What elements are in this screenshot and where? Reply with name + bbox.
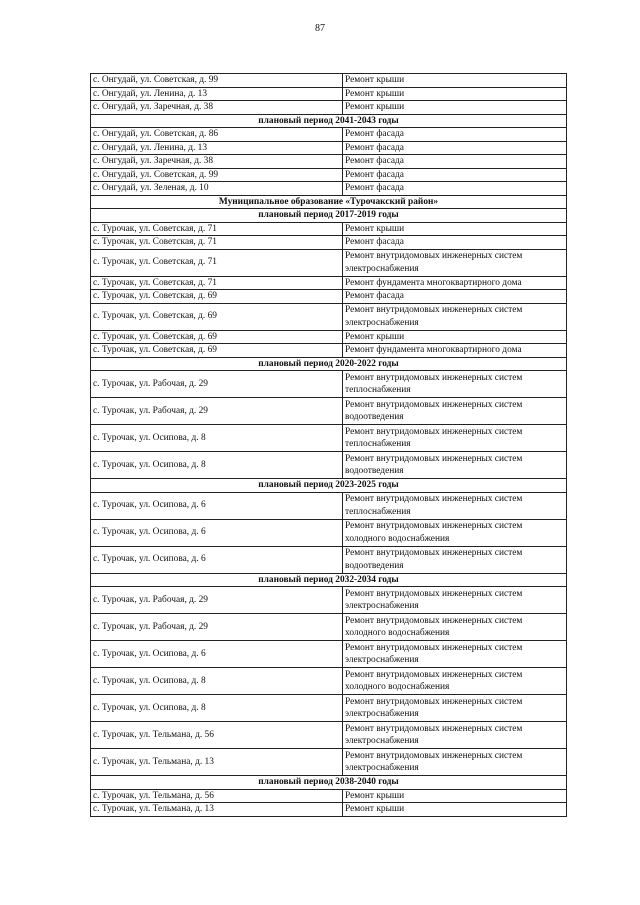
work-type-line: теплоснабжения — [345, 439, 411, 449]
work-type-cell — [343, 452, 567, 479]
work-type-line: электроснабжения — [345, 655, 419, 665]
address-cell: с. Турочак, ул. Советская, д. 69 — [91, 290, 343, 304]
section-heading-row — [91, 195, 567, 209]
work-type-line: электроснабжения — [345, 317, 419, 328]
section-heading: плановый период 2041-2043 годы — [91, 114, 567, 128]
works-table-body — [91, 74, 567, 817]
table-row — [91, 452, 567, 479]
table-row — [91, 155, 567, 169]
address-cell: с. Онгудай, ул. Ленина, д. 13 — [91, 141, 343, 155]
work-type-line: Ремонт внутридомовых инженерных систем — [345, 251, 523, 261]
address-cell: с. Онгудай, ул. Ленина, д. 13 — [91, 87, 343, 101]
work-type-cell: Ремонт фасада — [343, 168, 567, 182]
table-row — [91, 546, 567, 573]
address-cell: с. Турочак, ул. Советская, д. 69 — [91, 303, 343, 330]
work-type-line: водоотведения — [345, 412, 404, 422]
section-heading-row — [91, 114, 567, 128]
work-type-cell — [343, 425, 567, 452]
work-type-cell — [343, 749, 567, 776]
work-type-line: водоотведения — [345, 560, 404, 571]
work-type-cell — [343, 641, 567, 668]
address-cell: с. Турочак, ул. Тельмана, д. 56 — [91, 722, 343, 749]
table-row — [91, 695, 567, 722]
address-cell: с. Турочак, ул. Осипова, д. 8 — [91, 425, 343, 452]
work-type-line: теплоснабжения — [345, 506, 411, 517]
work-type-cell — [343, 492, 567, 519]
work-type-line: Ремонт внутридомовых инженерных систем — [345, 494, 523, 504]
page-number: 87 — [315, 23, 325, 34]
work-type-cell: Ремонт фундамента многоквартирного дома — [343, 276, 567, 290]
works-table — [90, 73, 567, 817]
table-row — [91, 803, 567, 817]
address-cell: с. Турочак, ул. Тельмана, д. 56 — [91, 789, 343, 803]
table-row — [91, 668, 567, 695]
work-type-cell — [343, 668, 567, 695]
work-type-line: водоотведения — [345, 466, 404, 476]
table-row — [91, 276, 567, 290]
address-cell: с. Турочак, ул. Осипова, д. 8 — [91, 695, 343, 722]
address-cell: с. Онгудай, ул. Зеленая, д. 10 — [91, 182, 343, 196]
table-row — [91, 87, 567, 101]
work-type-cell — [343, 587, 567, 614]
work-type-cell — [343, 722, 567, 749]
work-type-line: Ремонт внутридомовых инженерных систем — [345, 615, 523, 626]
table-row — [91, 290, 567, 304]
section-heading: плановый период 2038-2040 годы — [91, 776, 567, 790]
work-type-cell — [343, 695, 567, 722]
work-type-line: электроснабжения — [345, 736, 419, 746]
work-type-cell — [343, 614, 567, 641]
table-row — [91, 182, 567, 196]
section-heading-row — [91, 357, 567, 371]
work-type-line: Ремонт внутридомовых инженерных систем — [345, 669, 523, 680]
work-type-cell — [343, 398, 567, 425]
table-row — [91, 141, 567, 155]
work-type-line: электроснабжения — [345, 709, 419, 719]
work-type-line: холодного водоснабжения — [345, 682, 450, 692]
work-type-cell: Ремонт фасада — [343, 128, 567, 142]
work-type-line: Ремонт внутридомовых инженерных систем — [345, 372, 523, 383]
table-row — [91, 425, 567, 452]
section-heading-row — [91, 479, 567, 493]
work-type-cell: Ремонт фасада — [343, 141, 567, 155]
work-type-cell — [343, 303, 567, 330]
work-type-cell: Ремонт крыши — [343, 330, 567, 344]
work-type-cell — [343, 249, 567, 276]
work-type-cell: Ремонт крыши — [343, 803, 567, 817]
table-row — [91, 614, 567, 641]
section-heading-row — [91, 573, 567, 587]
address-cell: с. Турочак, ул. Тельмана, д. 13 — [91, 749, 343, 776]
table-row — [91, 303, 567, 330]
work-type-line: Ремонт внутридомовых инженерных систем — [345, 642, 523, 653]
work-type-cell: Ремонт фундамента многоквартирного дома — [343, 344, 567, 358]
table-row — [91, 101, 567, 115]
work-type-line: холодного водоснабжения — [345, 533, 450, 544]
address-cell: с. Турочак, ул. Рабочая, д. 29 — [91, 371, 343, 398]
table-row — [91, 330, 567, 344]
work-type-line: Ремонт внутридомовых инженерных систем — [345, 588, 523, 599]
address-cell: с. Турочак, ул. Советская, д. 71 — [91, 276, 343, 290]
work-type-cell: Ремонт крыши — [343, 222, 567, 236]
work-type-cell: Ремонт фасада — [343, 236, 567, 250]
work-type-line: электроснабжения — [345, 263, 419, 274]
section-heading: плановый период 2032-2034 годы — [91, 573, 567, 587]
work-type-line: Ремонт внутридомовых инженерных систем — [345, 399, 523, 410]
table-row — [91, 722, 567, 749]
section-heading-row — [91, 776, 567, 790]
address-cell: с. Турочак, ул. Осипова, д. 8 — [91, 668, 343, 695]
address-cell: с. Турочак, ул. Советская, д. 71 — [91, 222, 343, 236]
table-row — [91, 249, 567, 276]
address-cell: с. Онгудай, ул. Заречная, д. 38 — [91, 101, 343, 115]
address-cell: с. Турочак, ул. Советская, д. 69 — [91, 330, 343, 344]
address-cell: с. Турочак, ул. Осипова, д. 6 — [91, 492, 343, 519]
section-heading: Муниципальное образование «Турочакский район» — [91, 195, 567, 209]
address-cell: с. Турочак, ул. Осипова, д. 6 — [91, 519, 343, 546]
section-heading-row — [91, 209, 567, 223]
work-type-cell: Ремонт крыши — [343, 789, 567, 803]
address-cell: с. Турочак, ул. Советская, д. 71 — [91, 249, 343, 276]
work-type-cell: Ремонт фасада — [343, 155, 567, 169]
work-type-line: Ремонт внутридомовых инженерных систем — [345, 723, 523, 734]
work-type-line: холодного водоснабжения — [345, 628, 450, 638]
work-type-cell: Ремонт крыши — [343, 101, 567, 115]
address-cell: с. Онгудай, ул. Советская, д. 99 — [91, 168, 343, 182]
table-row — [91, 519, 567, 546]
work-type-line: Ремонт внутридомовых инженерных систем — [345, 521, 523, 531]
table-row — [91, 492, 567, 519]
work-type-line: Ремонт внутридомовых инженерных систем — [345, 305, 523, 315]
work-type-line: Ремонт внутридомовых инженерных систем — [345, 750, 523, 761]
address-cell: с. Турочак, ул. Рабочая, д. 29 — [91, 614, 343, 641]
work-type-cell: Ремонт фасада — [343, 290, 567, 304]
address-cell: с. Онгудай, ул. Заречная, д. 38 — [91, 155, 343, 169]
table-row — [91, 344, 567, 358]
work-type-cell: Ремонт крыши — [343, 87, 567, 101]
table-row — [91, 789, 567, 803]
work-type-line: Ремонт внутридомовых инженерных систем — [345, 426, 523, 437]
work-type-cell — [343, 519, 567, 546]
work-type-line: теплоснабжения — [345, 385, 411, 395]
work-type-cell — [343, 371, 567, 398]
table-row — [91, 371, 567, 398]
table-row — [91, 168, 567, 182]
section-heading: плановый период 2017-2019 годы — [91, 209, 567, 223]
work-type-line: Ремонт внутридомовых инженерных систем — [345, 453, 523, 464]
table-row — [91, 641, 567, 668]
section-heading: плановый период 2023-2025 годы — [91, 479, 567, 493]
section-heading: плановый период 2020-2022 годы — [91, 357, 567, 371]
work-type-cell: Ремонт крыши — [343, 74, 567, 88]
table-row — [91, 749, 567, 776]
address-cell: с. Онгудай, ул. Советская, д. 86 — [91, 128, 343, 142]
address-cell: с. Турочак, ул. Рабочая, д. 29 — [91, 398, 343, 425]
table-row — [91, 236, 567, 250]
table-row — [91, 222, 567, 236]
address-cell: с. Турочак, ул. Осипова, д. 6 — [91, 546, 343, 573]
work-type-line: Ремонт внутридомовых инженерных систем — [345, 548, 523, 558]
address-cell: с. Турочак, ул. Осипова, д. 6 — [91, 641, 343, 668]
address-cell: с. Онгудай, ул. Советская, д. 99 — [91, 74, 343, 88]
address-cell: с. Турочак, ул. Советская, д. 71 — [91, 236, 343, 250]
table-row — [91, 74, 567, 88]
work-type-cell — [343, 546, 567, 573]
address-cell: с. Турочак, ул. Рабочая, д. 29 — [91, 587, 343, 614]
address-cell: с. Турочак, ул. Советская, д. 69 — [91, 344, 343, 358]
work-type-cell: Ремонт фасада — [343, 182, 567, 196]
work-type-line: Ремонт внутридомовых инженерных систем — [345, 696, 523, 707]
address-cell: с. Турочак, ул. Тельмана, д. 13 — [91, 803, 343, 817]
table-row — [91, 587, 567, 614]
table-row — [91, 398, 567, 425]
address-cell: с. Турочак, ул. Осипова, д. 8 — [91, 452, 343, 479]
work-type-line: электроснабжения — [345, 601, 419, 611]
work-type-line: электроснабжения — [345, 763, 419, 773]
table-row — [91, 128, 567, 142]
